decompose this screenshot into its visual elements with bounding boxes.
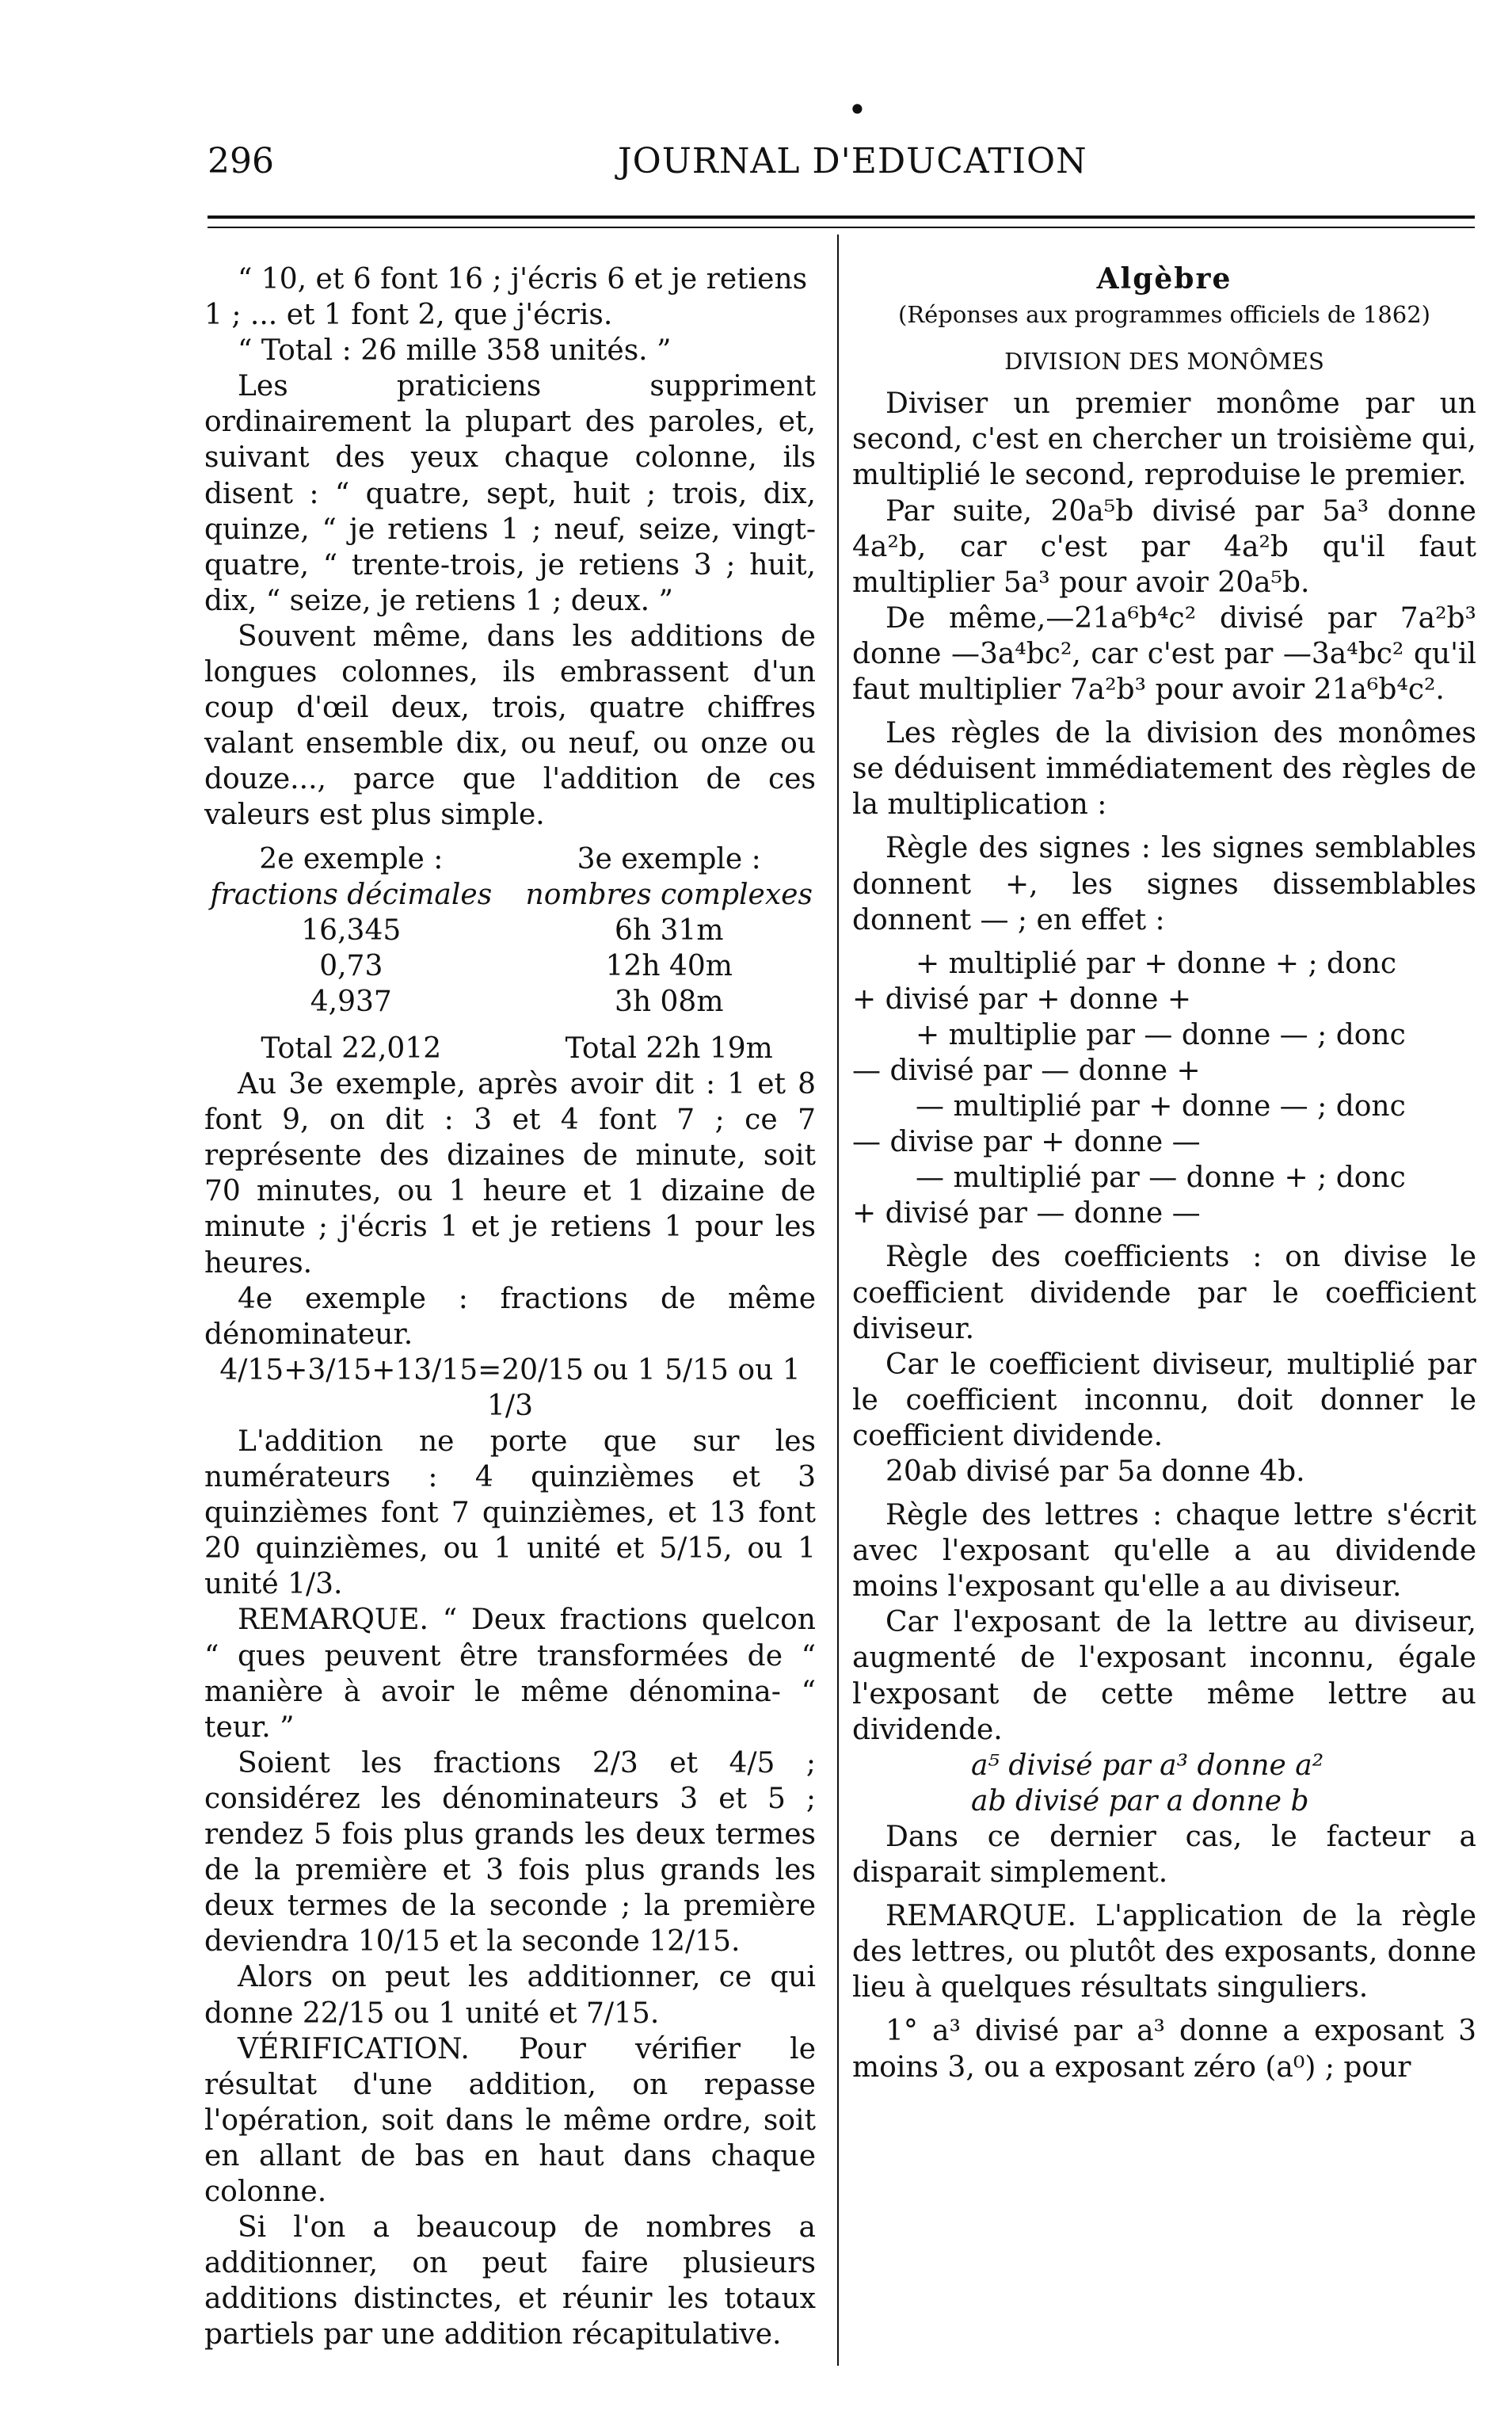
sign-rule-line: + multiplié par + donne + ; donc <box>916 947 1397 980</box>
section-title: Algèbre <box>1096 262 1232 296</box>
paragraph: Car le coefficient diviseur, multiplié par le coefficient inconnu, doit donner le coefficient dividende. <box>852 1348 1476 1452</box>
example-2-title: 2e exemple : <box>259 842 444 875</box>
right-column <box>852 261 1476 2085</box>
example-3-total: Total 22h 19m <box>565 1032 773 1065</box>
paragraph: De même,—21a⁶b⁴c² divisé par 7a²b³ donne —3a⁴bc², car c'est par —3a⁴bc² qu'il faut multiplier 7a²b³ pour avoir 21a⁶b⁴c². <box>852 601 1476 707</box>
paragraph: Car l'exposant de la lettre au diviseur, augmenté de l'exposant inconnu, égale l'exposant de cette même lettre au dividende. <box>852 1606 1476 1746</box>
paragraph: Règle des signes : les signes semblables donnent +, les signes dissemblables donnent — ; en effet : <box>852 832 1476 936</box>
paragraph: Dans ce dernier cas, le facteur a disparait simplement. <box>852 1820 1476 1890</box>
paragraph: Diviser un premier monôme par un second, c'est en chercher un troisième qui, multiplié le second, reproduise le premier. <box>852 387 1476 492</box>
section-subtitle: (Réponses aux programmes officiels de 1862) <box>897 301 1430 329</box>
sign-rule-line: — multiplié par — donne + ; donc <box>916 1161 1406 1195</box>
paragraph: VÉRIFICATION. Pour vérifier le résultat d'une addition, on repasse l'opération, soit dans le même ordre, soit en allant de bas en haut dans chaque colonne. <box>204 2032 816 2208</box>
example-titles <box>204 841 816 877</box>
example-line: ab divisé par a donne b <box>971 1784 1309 1817</box>
paragraph: Les praticiens suppriment ordinairement la plupart des paroles, et, suivant des yeux chaque colonne, ils disent : “ quatre, sept, huit ; trois, dix, quinze, “ je retiens 1 ; neuf, seize, vingt-quatre, “ trente-trois, je retiens 3 ; huit, dix, “ seize, je retiens 1 ; deux. ” <box>204 370 816 617</box>
paragraph: Au 3e exemple, après avoir dit : 1 et 8 font 9, on dit : 3 et 4 font 7 ; ce 7 représente des dizaines de minute, soit 70 minutes, ou 1 heure et 1 dizaine de minute ; j'écris 1 et je retiens 1 pour les heures. <box>204 1068 816 1280</box>
paragraph: L'addition ne porte que sur les numérateurs : 4 quinzièmes et 3 quinzièmes font 7 quinzièmes, et 13 font 20 quinzièmes, ou 1 unité et 5/15, ou 1 unité 1/3. <box>204 1425 816 1601</box>
example-subtitles <box>204 877 816 913</box>
example-2-value: 4,937 <box>310 985 392 1018</box>
example-2-value: 0,73 <box>319 949 383 982</box>
paragraph: Si l'on a beaucoup de nombres a additionner, on peut faire plusieurs additions distinctes, et réunir les totaux partiels par une addition récapitulative. <box>204 2211 816 2351</box>
printer-dot: • <box>847 90 867 129</box>
subsection-heading: DIVISION DES MONÔMES <box>1004 348 1324 376</box>
sign-rule-line: + multiplie par — donne — ; donc <box>916 1018 1406 1051</box>
example-totals <box>204 1031 816 1066</box>
example-3-title: 3e exemple : <box>577 842 761 875</box>
paragraph: Soient les fractions 2/3 et 4/5 ; considérez les dénominateurs 3 et 5 ; rendez 5 fois plus grands les deux termes de la première et 3 fois plus grands les deux termes de la seconde ; la première deviendra 10/15 et la seconde 12/15. <box>204 1746 816 1959</box>
paragraph: 20ab divisé par 5a donne 4b. <box>885 1455 1305 1488</box>
example-3-value: 3h 08m <box>614 985 724 1018</box>
sign-rule-line: — divise par + donne — <box>852 1126 1201 1159</box>
paragraph: Règle des lettres : chaque lettre s'écrit avec l'exposant qu'elle a au dividende moins l'exposant qu'elle a au diviseur. <box>852 1499 1476 1604</box>
running-title: JOURNAL D'EDUCATION <box>618 141 1087 181</box>
example-3-subtitle: nombres complexes <box>525 878 813 911</box>
sign-rule-line: — divisé par — donne + <box>852 1054 1201 1087</box>
example-2-total: Total 22,012 <box>261 1032 442 1065</box>
formula: 4/15+3/15+13/15=20/15 ou 1 5/15 ou 1 1/3 <box>219 1353 801 1422</box>
example-row <box>204 948 816 984</box>
paragraph: 1 ; ... et 1 font 2, que j'écris. <box>204 299 613 332</box>
left-column <box>204 261 816 2352</box>
sign-rule-line: — multiplié par + donne — ; donc <box>916 1090 1406 1123</box>
paragraph: Règle des coefficients : on divise le coefficient dividende par le coefficient diviseur. <box>852 1241 1476 1345</box>
example-2-subtitle: fractions décimales <box>210 878 493 911</box>
example-line: a⁵ divisé par a³ donne a² <box>971 1749 1324 1782</box>
header-rule-thin <box>208 227 1475 228</box>
example-3-value: 6h 31m <box>614 913 724 947</box>
header-rule-thick <box>208 216 1475 219</box>
paragraph: Souvent même, dans les additions de longues colonnes, ils embrassent d'un coup d'œil deux, trois, quatre chiffres valant ensemble dix, ou neuf, ou onze ou douze..., parce que l'addition de ces valeurs est plus simple. <box>204 620 816 832</box>
example-row <box>204 913 816 948</box>
paragraph: REMARQUE. “ Deux fractions quelcon “ ques peuvent être transformées de “ manière à avoir le même dénomina- “ teur. ” <box>204 1604 816 1744</box>
sign-rule-line: + divisé par — donne — <box>852 1197 1201 1230</box>
paragraph: Par suite, 20a⁵b divisé par 5a³ donne 4a²b, car c'est par 4a²b qu'il faut multiplier 5a³ pour avoir 20a⁵b. <box>852 494 1476 599</box>
example-row <box>204 984 816 1020</box>
paragraph: “ Total : 26 mille 358 unités. ” <box>238 334 672 368</box>
column-divider <box>837 235 839 2366</box>
example-3-value: 12h 40m <box>605 949 733 982</box>
paragraph: 4e exemple : fractions de même dénominateur. <box>204 1282 816 1351</box>
page-number: 296 <box>208 141 274 181</box>
example-2-value: 16,345 <box>301 913 402 947</box>
paragraph: 1° a³ divisé par a³ donne a exposant 3 moins 3, ou a exposant zéro (a⁰) ; pour <box>852 2015 1476 2084</box>
paragraph: REMARQUE. L'application de la règle des lettres, ou plutôt des exposants, donne lieu à quelques résultats singuliers. <box>852 1900 1476 2004</box>
paragraph: “ 10, et 6 font 16 ; j'écris 6 et je retiens <box>238 263 808 296</box>
paragraph: Alors on peut les additionner, ce qui donne 22/15 ou 1 unité et 7/15. <box>204 1961 816 2030</box>
paragraph: Les règles de la division des monômes se déduisent immédiatement des règles de la multiplication : <box>852 717 1476 822</box>
sign-rule-line: + divisé par + donne + <box>852 982 1192 1016</box>
